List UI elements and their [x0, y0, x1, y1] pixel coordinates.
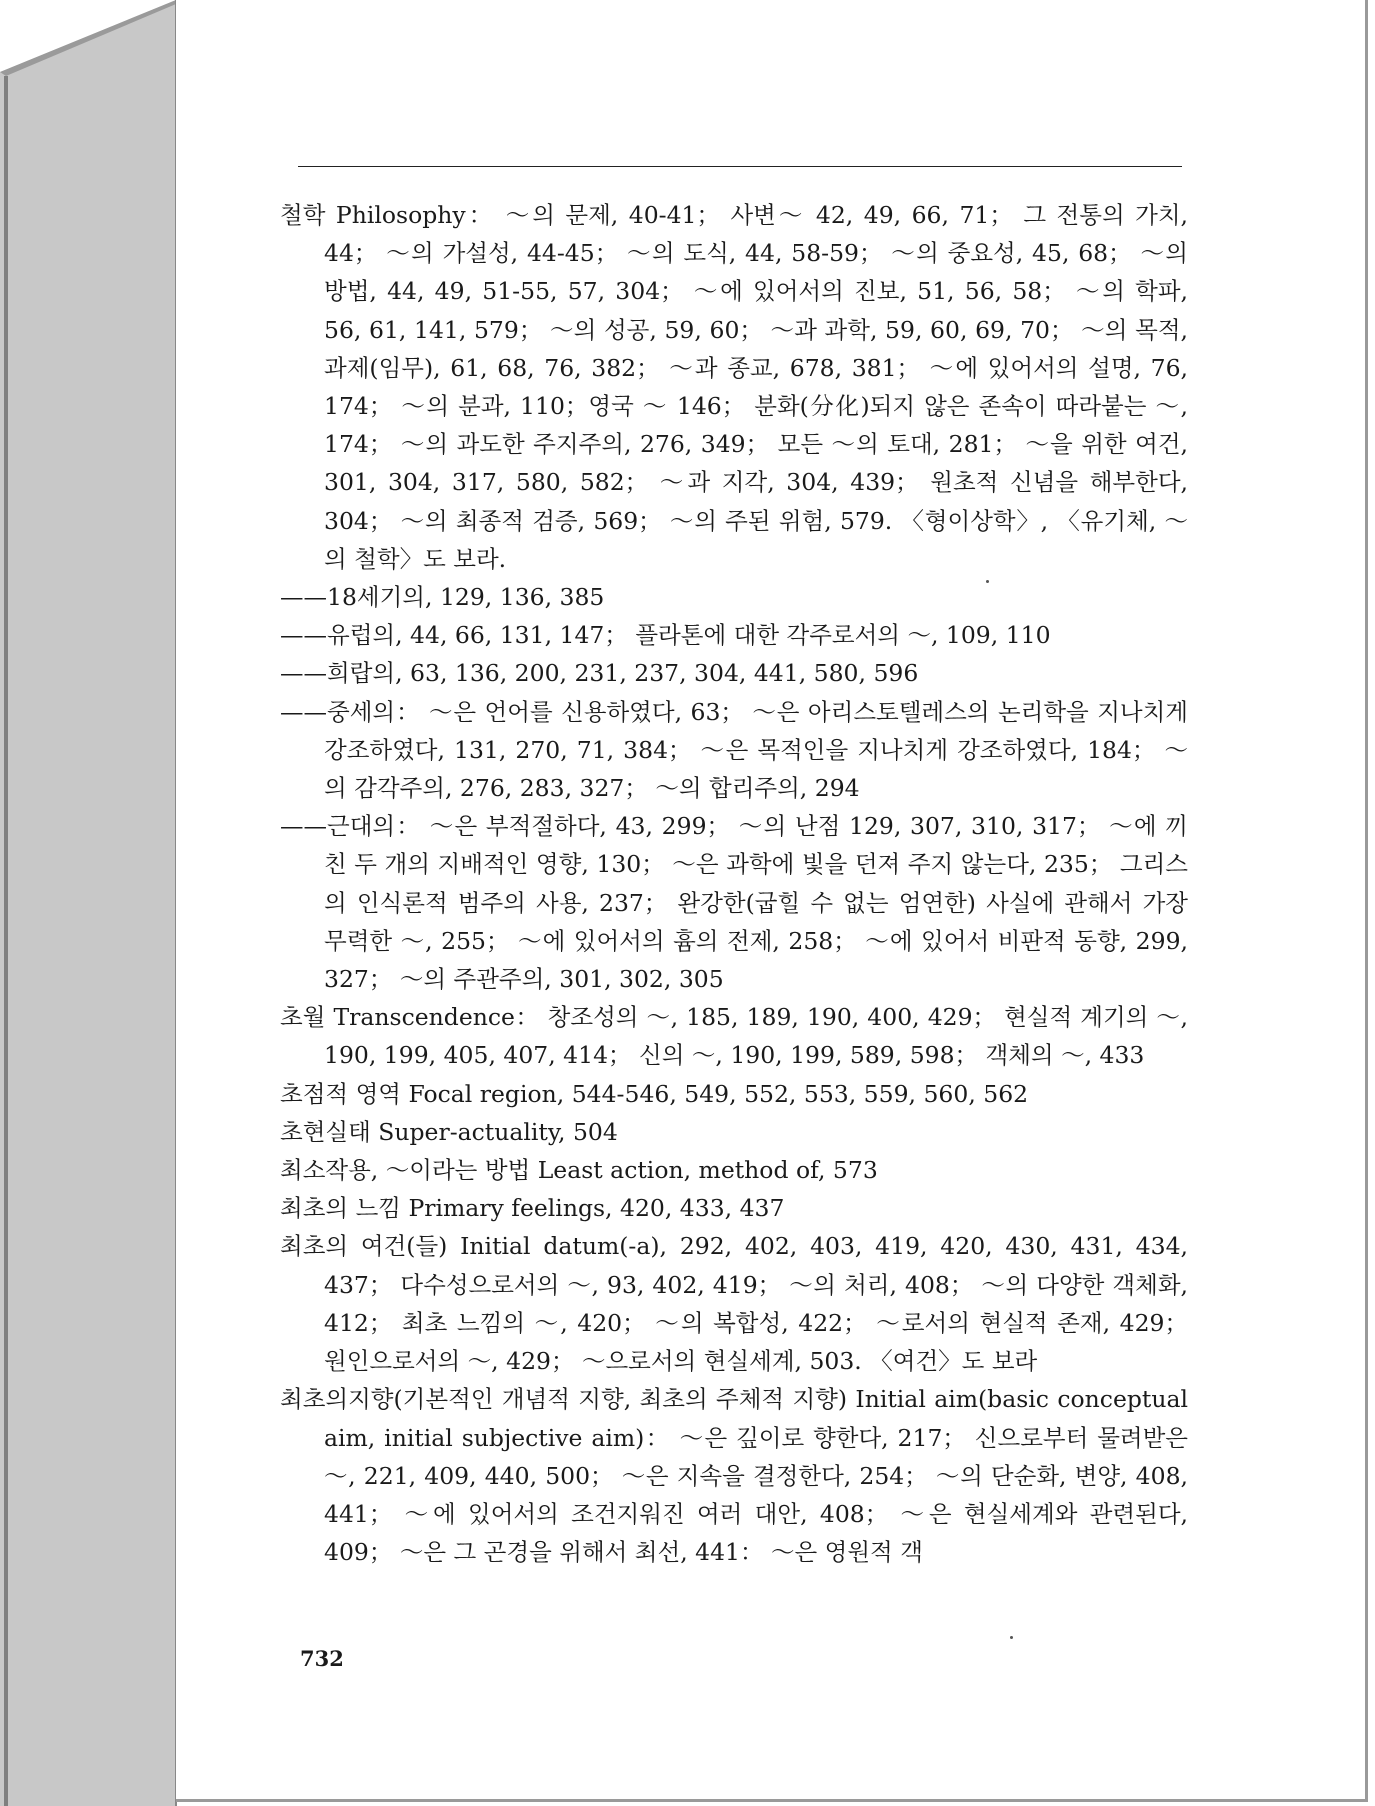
- index-entries: [280, 196, 1188, 1571]
- scan-speck: [1010, 1636, 1013, 1639]
- index-entry-18th-century: ——18세기의, 129, 136, 385: [280, 583, 605, 612]
- index-entry-super-actuality: 초현실태 Super-actuality, 504: [280, 1117, 618, 1146]
- scan-speck: [986, 580, 989, 583]
- header-rule: [298, 166, 1182, 167]
- index-entry-philosophy: 철학 Philosophy： ～의 문제, 40-41； 사변～ 42, 49, 66, 71； 그 전통의 가치, 44； ～의 가설성, 44-45； ～의 도식, 44, 58-59； ～의 중요성, 45, 68； ～의 방법, 44, 49, 51-55, 57, 304； ～에 있어서의 진보, 51, 56, 58； ～의 학파, 56, 61, 141, 579； ～의 성공, 59, 60； ～과 과학, 59, 60, 69, 70； ～의 목적, 과제(임무), 61, 68, 76, 382； ～과 종교, 678, 381； ～에 있어서의 설명, 76, 174； ～의 분과, 110；영국 ～ 146； 분화(分化)되지 않은 존속이 따라붙는 ～, 174； ～의 과도한 주지주의, 276, 349； 모든 ～의 토대, 281； ～을 위한 여건, 301, 304, 317, 580, 582； ～과 지각, 304, 439； 원초적 신념을 해부한다, 304； ～의 최종적 검증, 569； ～의 주된 위험, 579. 〈형이상학〉, 〈유기체, ～의 철학〉도 보라.: [280, 201, 1188, 573]
- book-page: [176, 0, 1368, 1802]
- index-entry-initial-datum: 최초의 여건(들) Initial datum(-a), 292, 402, 403, 419, 420, 430, 431, 434, 437； 다수성으로서의 ～, 93, 402, 419； ～의 처리, 408； ～의 다양한 객체화, 412； 최초 느낌의 ～, 420； ～의 복합성, 422； ～로서의 현실적 존재, 429； 원인으로서의 ～, 429； ～으로서의 현실세계, 503. 〈여건〉도 보라: [280, 1232, 1188, 1376]
- index-entry-initial-aim: 최초의지향(기본적인 개념적 지향, 최초의 주체적 지향) Initial aim(basic conceptual aim, initial subjective aim)： ～은 깊이로 향한다, 217； 신으로부터 물려받은 ～, 221, 409, 440, 500； ～은 지속을 결정한다, 254； ～의 단순화, 변양, 408, 441； ～에 있어서의 조건지워진 여러 대안, 408； ～은 현실세계와 관련된다, 409； ～은 그 곤경을 위해서 최선, 441： ～은 영원적 객: [280, 1385, 1188, 1567]
- index-entry-european: ——유럽의, 44, 66, 131, 147； 플라톤에 대한 각주로서의 ～, 109, 110: [280, 621, 1051, 650]
- index-entry-primary-feelings: 최초의 느낌 Primary feelings, 420, 433, 437: [280, 1194, 785, 1223]
- index-entry-focal-region: 초점적 영역 Focal region, 544-546, 549, 552, 553, 559, 560, 562: [280, 1079, 1029, 1108]
- index-entry-transcendence: 초월 Transcendence： 창조성의 ～, 185, 189, 190, 400, 429； 현실적 계기의 ～, 190, 199, 405, 407, 414； 신의 ～, 190, 199, 589, 598； 객체의 ～, 433: [280, 1003, 1188, 1070]
- index-entry-modern: ——근대의： ～은 부적절하다, 43, 299； ～의 난점 129, 307, 310, 317； ～에 끼친 두 개의 지배적인 영향, 130； ～은 과학에 빛을 던져 주지 않는다, 235； 그리스의 인식론적 범주의 사용, 237； 완강한(굽힐 수 없는 엄연한) 사실에 관해서 가장 무력한 ～, 255； ～에 있어서의 흄의 전제, 258； ～에 있어서 비판적 동향, 299, 327； ～의 주관주의, 301, 302, 305: [280, 812, 1188, 994]
- index-entry-least-action: 최소작용, ～이라는 방법 Least action, method of, 573: [280, 1156, 878, 1185]
- book-spine: [0, 0, 190, 1806]
- page-number: 732: [300, 1646, 344, 1671]
- index-entry-greek: ——희랍의, 63, 136, 200, 231, 237, 304, 441, 580, 596: [280, 659, 919, 688]
- index-entry-medieval: ——중세의： ～은 언어를 신용하였다, 63； ～은 아리스토텔레스의 논리학을 지나치게 강조하였다, 131, 270, 71, 384； ～은 목적인을 지나치게 강조하였다, 184； ～의 감각주의, 276, 283, 327； ～의 합리주의, 294: [280, 697, 1188, 803]
